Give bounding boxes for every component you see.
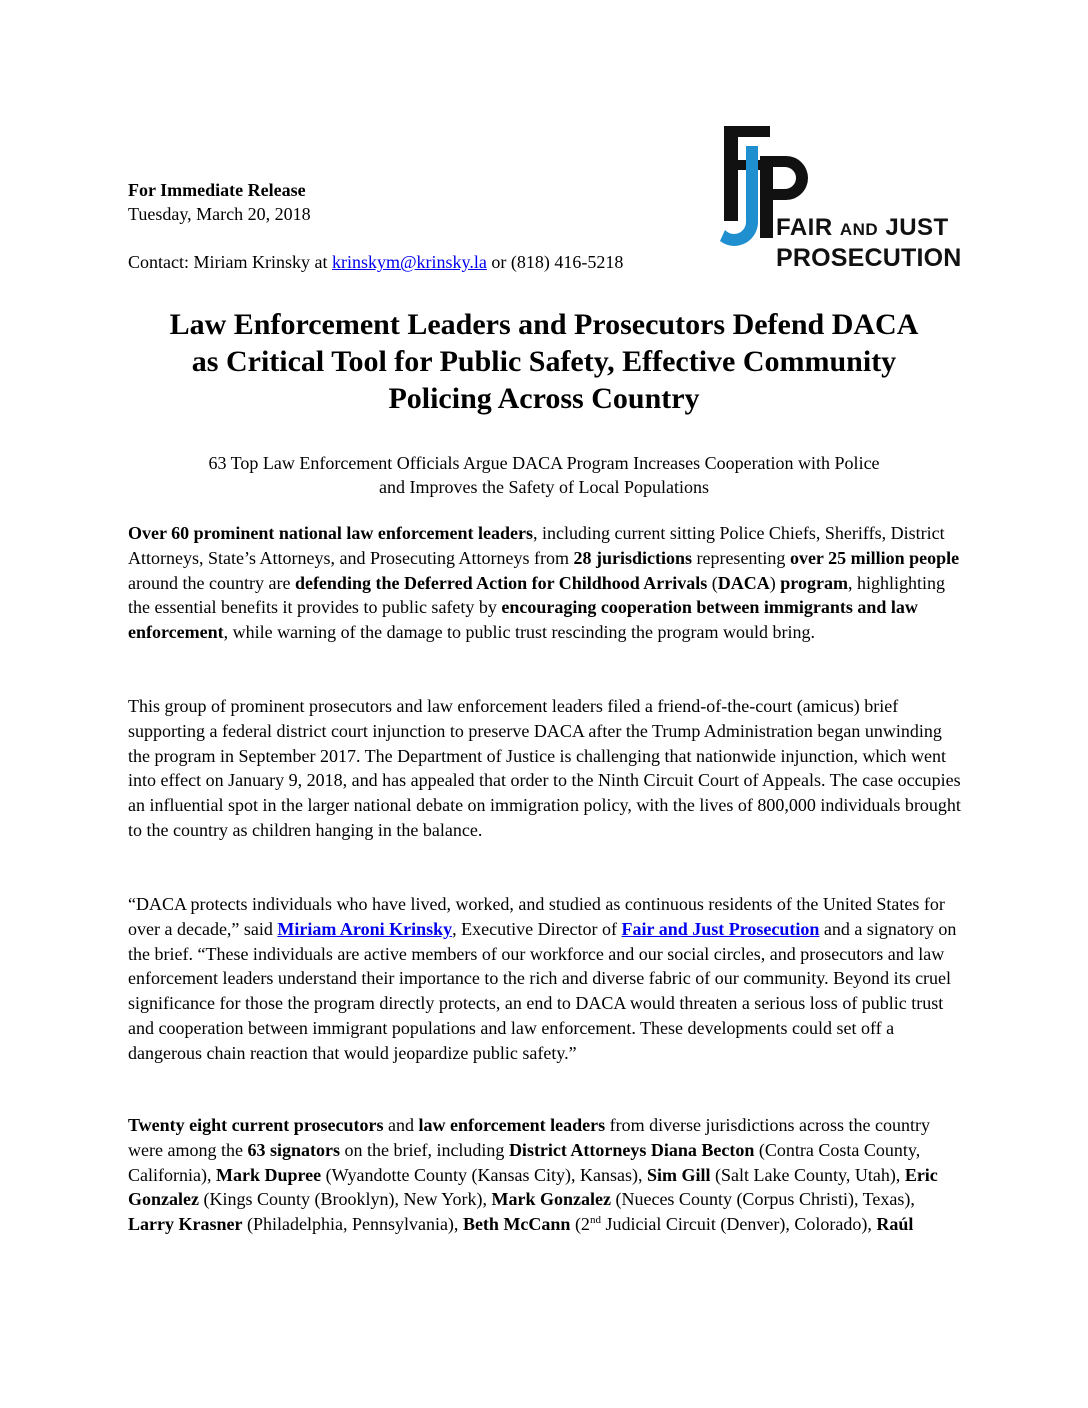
p4-bold: Twenty eight current prosecutors bbox=[128, 1115, 384, 1135]
p4-text: (2 bbox=[570, 1214, 590, 1235]
paragraph-intro bbox=[128, 521, 964, 645]
headline-line3: Policing Across Country bbox=[388, 382, 700, 415]
p1-text: representing bbox=[691, 547, 790, 568]
release-date: Tuesday, March 20, 2018 bbox=[128, 204, 311, 224]
p4-bold: Eric Gonzalez bbox=[128, 1164, 938, 1210]
headline bbox=[110, 306, 978, 417]
p4-bold: Mark Dupree bbox=[215, 1164, 322, 1185]
release-info bbox=[128, 178, 728, 274]
logo-text-line2: PROSECUTION bbox=[776, 244, 962, 272]
p1-bold: over 25 million people bbox=[789, 547, 960, 568]
subheadline bbox=[120, 451, 968, 499]
p3-text: and a signatory on the brief. “These individuals are active members of our workforce and our social circles, and prosecutors and law enforcement leaders understand their importance to the rich and diverse fabric of our community. Beyond its cruel significance for those the program directly protects, an end to DACA would threaten a serious loss of public trust and cooperation between immigrant populations and law enforcement. These developments could set off a dangerous chain reaction that would jeopardize public safety.” bbox=[128, 918, 957, 1063]
headline-line2: as Critical Tool for Public Safety, Effective Community bbox=[191, 345, 897, 378]
p1-text: , highlighting the essential benefits it provides to public safety by bbox=[128, 572, 945, 618]
logo-and: AND bbox=[839, 220, 879, 239]
p4-bold: District Attorneys Diana Becton bbox=[508, 1139, 755, 1160]
contact-prefix: Contact: Miriam Krinsky at bbox=[128, 252, 332, 272]
p1-bold: DACA bbox=[717, 572, 770, 593]
p1-bold: 28 jurisdictions bbox=[573, 547, 692, 568]
logo-just: JUST bbox=[878, 214, 949, 241]
krinsky-link[interactable]: Miriam Aroni Krinsky bbox=[277, 918, 453, 939]
contact-email-link[interactable]: krinskym@krinsky.la bbox=[331, 252, 487, 272]
p4-text: (Philadelphia, Pennsylvania), bbox=[242, 1214, 463, 1235]
subhead-line2: and Improves the Safety of Local Populations bbox=[379, 477, 709, 497]
p4-text: and bbox=[383, 1115, 419, 1135]
p4-text: (Kings County (Brooklyn), New York), bbox=[198, 1189, 492, 1210]
p4-text: (Salt Lake County, Utah), bbox=[710, 1164, 905, 1185]
p4-superscript: nd bbox=[589, 1214, 601, 1227]
p4-text: Judicial Circuit (Denver), Colorado), bbox=[600, 1214, 877, 1235]
p4-text: (Nueces County (Corpus Christi), Texas), bbox=[610, 1189, 915, 1210]
p4-text: on the brief, including bbox=[339, 1139, 509, 1160]
p4-bold: Beth McCann bbox=[462, 1214, 571, 1235]
p1-text: ) bbox=[769, 572, 781, 593]
p1-bold: encouraging cooperation between immigrants and law enforcement bbox=[128, 597, 918, 643]
p1-text: , including current sitting Police Chiefs, Sheriffs, District Attorneys, State’s Attorneys, and Prosecuting Attorneys from bbox=[128, 523, 945, 568]
p1-bold: defending the Deferred Action for Childhood Arrivals bbox=[294, 572, 708, 593]
p1-bold: program bbox=[780, 572, 848, 593]
p1-text: , while warning of the damage to public trust rescinding the program would bring. bbox=[223, 622, 815, 643]
p4-text: (Wyandotte County (Kansas City), Kansas), bbox=[321, 1164, 647, 1185]
p4-bold: Sim Gill bbox=[647, 1164, 711, 1185]
p4-bold: 63 signators bbox=[247, 1139, 340, 1160]
logo-text-line1 bbox=[776, 214, 949, 242]
subhead-line1: 63 Top Law Enforcement Officials Argue DACA Program Increases Cooperation with Police bbox=[208, 453, 880, 473]
p1-text: ( bbox=[707, 572, 718, 593]
p1-text: around the country are bbox=[128, 572, 295, 593]
p4-bold: Mark Gonzalez bbox=[491, 1189, 611, 1210]
paragraph-signators bbox=[128, 1113, 964, 1237]
logo-fair: FAIR bbox=[776, 214, 840, 241]
contact-phone: or (818) 416-5218 bbox=[486, 252, 624, 272]
fjp-link[interactable]: Fair and Just Prosecution bbox=[621, 918, 820, 939]
p1-bold: Over 60 prominent national law enforcement leaders bbox=[128, 523, 533, 543]
p4-bold: Raúl bbox=[876, 1214, 914, 1235]
paragraph-amicus: This group of prominent prosecutors and law enforcement leaders filed a friend-of-the-court (amicus) brief supporting a federal district court injunction to preserve DACA after the Trump Administration began unwinding the program in September 2017. The Department of Justice is challenging that nationwide injunction, which went into effect on January 9, 2018, and has appealed that order to the Ninth Circuit Court of Appeals. The case occupies an influential spot in the larger national debate on immigration policy, with the lives of 800,000 individuals brought to the country as children hanging in the balance. bbox=[128, 696, 961, 840]
p4-bold: Larry Krasner bbox=[128, 1214, 243, 1235]
p4-bold: law enforcement leaders bbox=[418, 1115, 606, 1135]
headline-line1: Law Enforcement Leaders and Prosecutors Defend DACA bbox=[169, 308, 919, 341]
p3-text: , Executive Director of bbox=[452, 918, 622, 939]
p4-text: from diverse jurisdictions across the country were among the bbox=[128, 1115, 931, 1160]
paragraph-quote bbox=[128, 892, 964, 1066]
release-label: For Immediate Release bbox=[128, 180, 306, 200]
p4-text: (Contra Costa County, California), bbox=[128, 1139, 921, 1185]
p3-text: “DACA protects individuals who have lived, worked, and studied as continuous residents of the United States for over a decade,” said bbox=[128, 894, 945, 939]
contact-line bbox=[128, 250, 728, 274]
